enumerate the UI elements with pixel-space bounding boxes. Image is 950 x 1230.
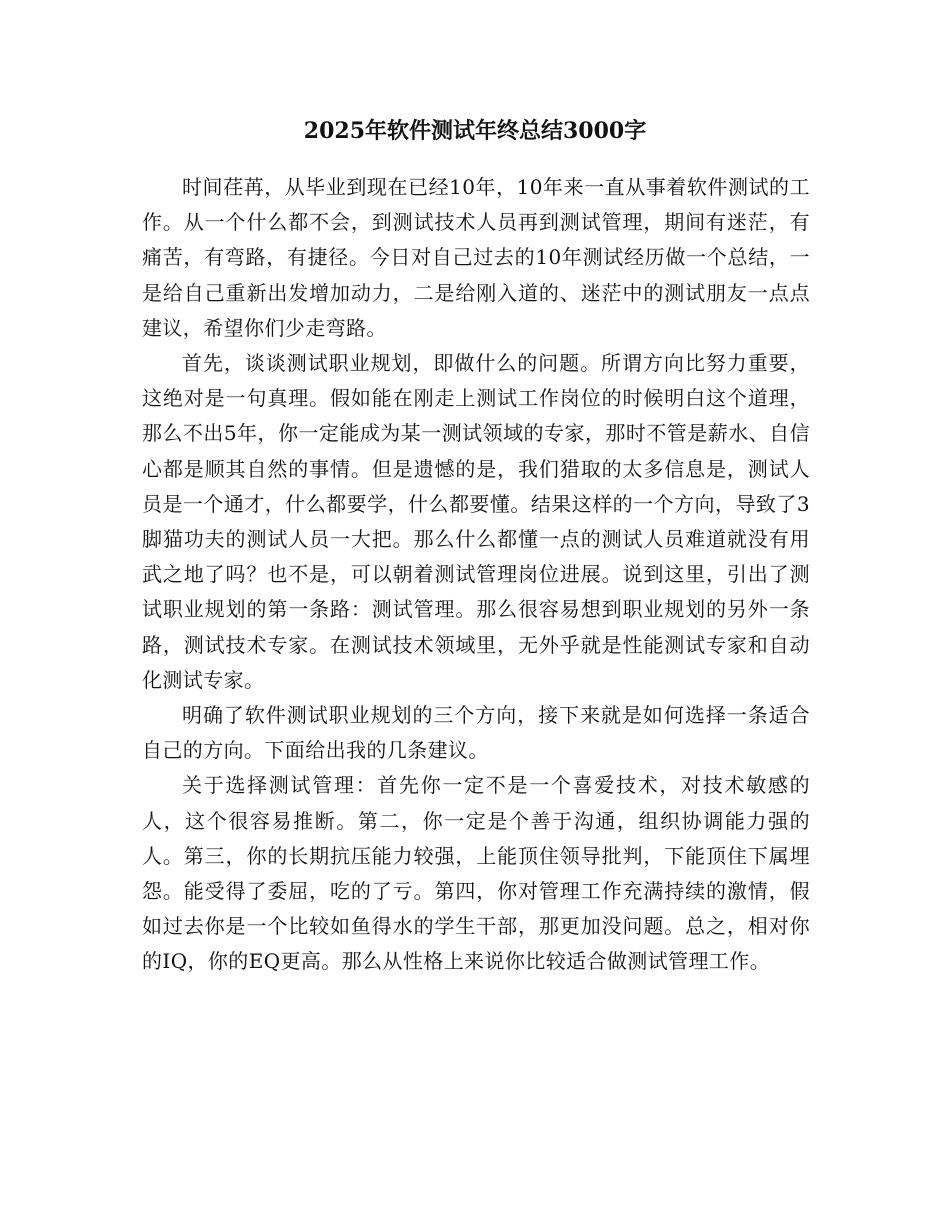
paragraph-career-planning: 首先，谈谈测试职业规划，即做什么的问题。所谓方向比努力重要，这绝对是一句真理。假如能在刚走上测试工作岗位的时候明白这个道理，那么不出5年，你一定能成为某一测试领域的专家，那时不管是薪水、自信心都是顺其自然的事情。但是遗憾的是，我们猎取的太多信息是，测试人员是一个通才，什么都要学，什么都要懂。结果这样的一个方向，导致了3脚猫功夫的测试人员一大把。那么什么都懂一点的测试人员难道就没有用武之地了吗？也不是，可以朝着测试管理岗位进展。说到这里，引出了测试职业规划的第一条路：测试管理。那么很容易想到职业规划的另外一条路，测试技术专家。在测试技术领域里，无外乎就是性能测试专家和自动化测试专家。	[142, 351, 810, 692]
paragraph-three-directions: 明确了软件测试职业规划的三个方向，接下来就是如何选择一条适合自己的方向。下面给出我的几条建议。	[142, 703, 810, 763]
document-body	[142, 170, 810, 980]
paragraph-test-management: 关于选择测试管理：首先你一定不是一个喜爱技术，对技术敏感的人，这个很容易推断。第二，你一定是个善于沟通，组织协调能力强的人。第三，你的长期抗压能力较强，上能顶住领导批判，下能顶住下属埋怨。能受得了委屈，吃的了亏。第四，你对管理工作充满持续的激情，假如过去你是一个比较如鱼得水的学生干部，那更加没问题。总之，相对你的IQ，你的EQ更高。那么从性格上来说你比较适合做测试管理工作。	[142, 773, 810, 974]
document-title: 2025年软件测试年终总结3000字	[303, 118, 647, 144]
paragraph-intro: 时间荏苒，从毕业到现在已经10年，10年来一直从事着软件测试的工作。从一个什么都不会，到测试技术人员再到测试管理，期间有迷茫，有痛苦，有弯路，有捷径。今日对自己过去的10年测试经历做一个总结，一是给自己重新出发增加动力，二是给刚入道的、迷茫中的测试朋友一点点建议，希望你们少走弯路。	[142, 175, 810, 340]
